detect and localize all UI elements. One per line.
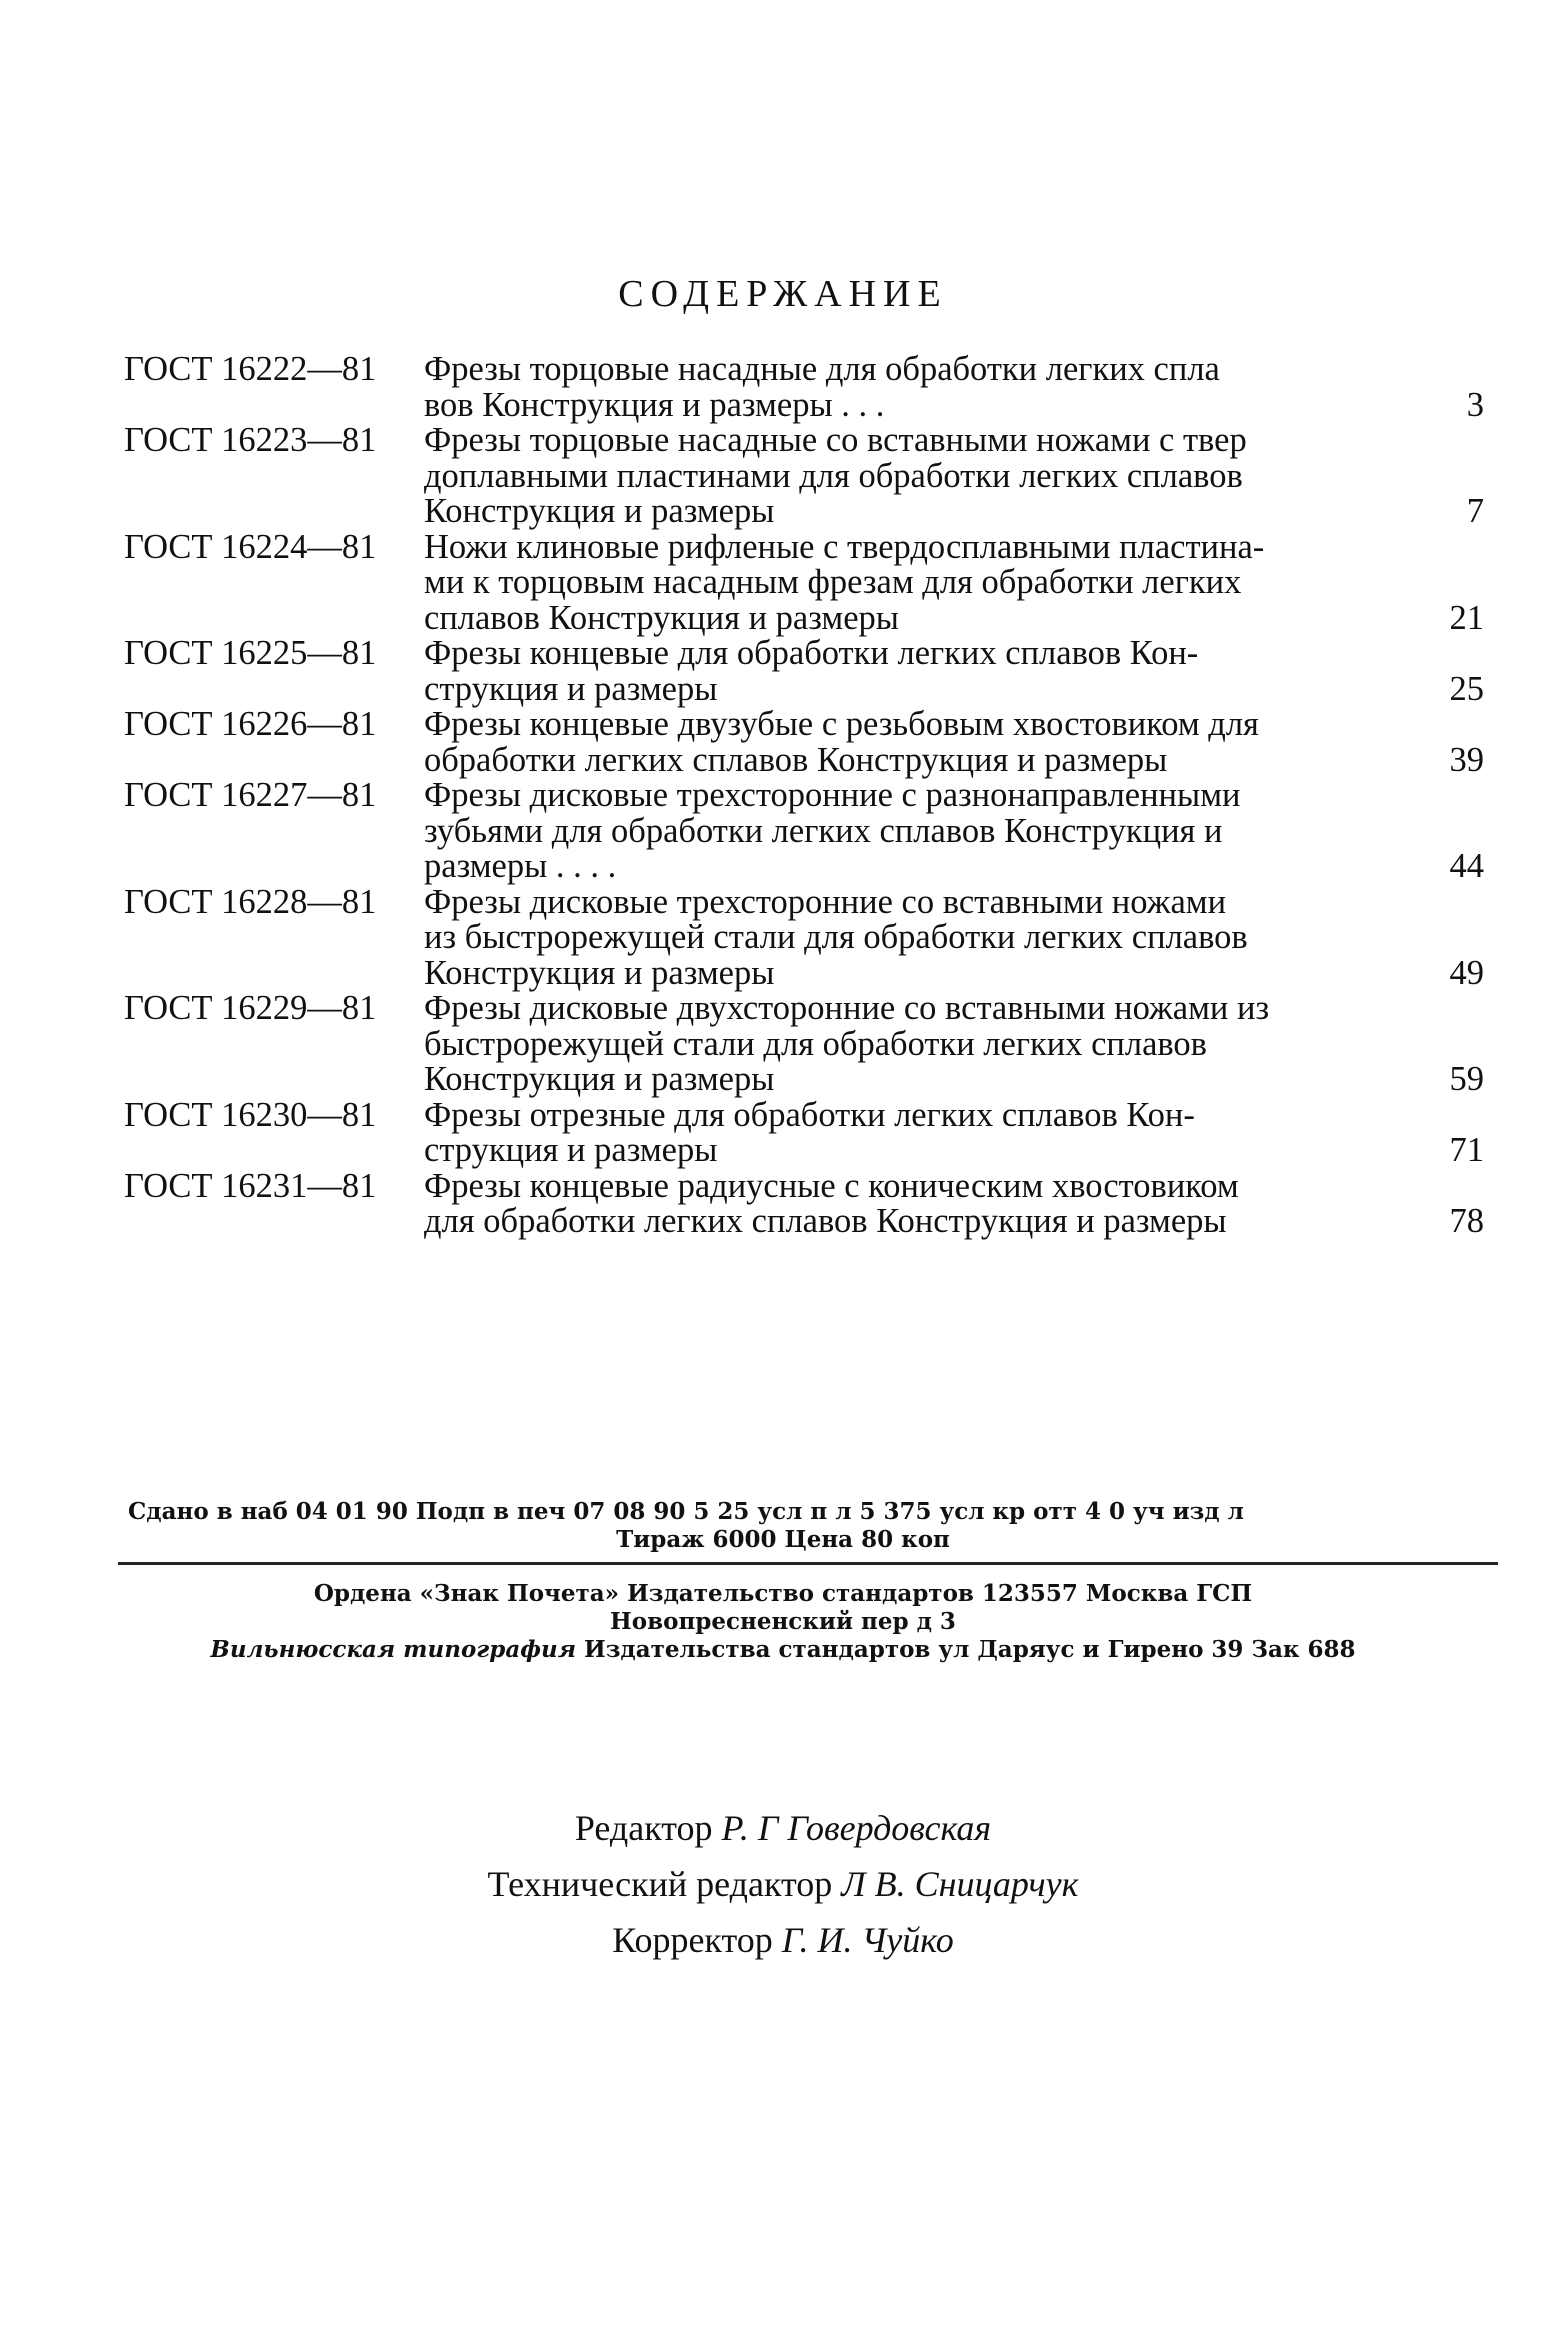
- toc-entry-code: ГОСТ 16222—81: [124, 350, 377, 388]
- toc-entry: [124, 707, 1484, 778]
- tech-editor-label: Технический редактор: [487, 1864, 833, 1904]
- toc-entry-title: Фрезы дисковые трехсторонние с разнонаправленными зубьями для обработки легких сплавов Конструкция и размеры . . . .: [424, 776, 1241, 885]
- toc-entry-page: 59: [1449, 1060, 1484, 1098]
- toc-entry: [124, 1166, 1484, 1240]
- toc-entry-page: 71: [1449, 1131, 1484, 1169]
- toc-entry-title: Ножи клиновые рифленые с твердосплавными пластина- ми к торцовым насадным фрезам для обработки легких сплавов Конструкция и размеры: [424, 527, 1265, 637]
- toc-entry: [124, 352, 1484, 423]
- toc-entry-code: ГОСТ 16231—81: [124, 1166, 377, 1205]
- toc-entry-title: Фрезы концевые для обработки легких сплавов Кон- струкция и размеры: [424, 634, 1199, 708]
- divider: [118, 1562, 1498, 1565]
- toc-entry-page: 25: [1449, 669, 1484, 708]
- imprint-line: Сдано в наб 04 01 90 Подп в печ 07 08 90 5 25 усл п л 5 375 усл кр отт 4 0 уч изд л: [128, 1498, 1244, 1525]
- toc-entry-code: ГОСТ 16226—81: [124, 705, 377, 743]
- credits-block: [0, 1800, 1566, 1968]
- printer-line: [0, 1636, 1566, 1664]
- printer-name: Вильнюсская типография: [210, 1636, 576, 1663]
- toc-entry: [124, 527, 1484, 637]
- proofreader-name: Г. И. Чуйко: [781, 1920, 954, 1960]
- toc-entry-code: ГОСТ 16228—81: [124, 882, 377, 921]
- toc-entry-title: Фрезы торцовые насадные со вставными ножами с твер доплавными пластинами для обработки легких сплавов Конструкция и размеры: [424, 421, 1247, 530]
- toc-entry: [124, 1095, 1484, 1169]
- toc-entry-page: 49: [1449, 953, 1484, 992]
- toc-entry-title: Фрезы дисковые трехсторонние со вставными ножами из быстрорежущей стали для обработки легких сплавов Конструкция и размеры: [424, 882, 1248, 992]
- toc-entry: [124, 778, 1484, 885]
- toc-entry: [124, 991, 1484, 1098]
- toc-entry-title: Фрезы концевые радиусные с коническим хвостовиком для обработки легких сплавов Конструкция и размеры: [424, 1166, 1239, 1240]
- publisher-address: Новопресненский пер д 3: [610, 1608, 956, 1635]
- toc-title: СОДЕРЖАНИЕ: [618, 273, 948, 315]
- tech-editor-line: [0, 1856, 1566, 1912]
- editor-name: Р. Г Говердовская: [721, 1808, 992, 1848]
- editor-line: [0, 1800, 1566, 1856]
- toc-entry-page: 39: [1449, 740, 1484, 779]
- toc-entry-page: 44: [1449, 847, 1484, 885]
- publisher-footer: [0, 1580, 1566, 1664]
- tech-editor-name: Л В. Сницарчук: [841, 1864, 1079, 1904]
- toc-entry: [124, 882, 1484, 992]
- toc-list: [124, 352, 1484, 1240]
- publisher-line: Ордена «Знак Почета» Издательство стандартов 123557 Москва ГСП: [313, 1580, 1253, 1607]
- toc-entry-code: ГОСТ 16223—81: [124, 421, 377, 459]
- toc-entry-code: ГОСТ 16225—81: [124, 634, 377, 672]
- toc-entry-title: Фрезы отрезные для обработки легких сплавов Кон- струкция и размеры: [424, 1095, 1195, 1169]
- toc-entry-title: Фрезы торцовые насадные для обработки легких спла вов Конструкция и размеры . . .: [424, 350, 1220, 424]
- toc-entry-page: 21: [1449, 598, 1484, 637]
- toc-entry-code: ГОСТ 16227—81: [124, 776, 377, 814]
- toc-entry-title: Фрезы концевые двузубые с резьбовым хвостовиком для обработки легких сплавов Конструкция и размеры: [424, 705, 1259, 779]
- toc-entry-code: ГОСТ 16230—81: [124, 1095, 377, 1134]
- printer-details: Издательства стандартов ул Даряус и Гирено 39 Зак 688: [584, 1636, 1356, 1663]
- toc-entry-page: 7: [1466, 492, 1484, 530]
- circulation-line: Тираж 6000 Цена 80 коп: [616, 1526, 950, 1553]
- editor-label: Редактор: [574, 1808, 713, 1848]
- toc-entry: [124, 423, 1484, 530]
- toc-entry-code: ГОСТ 16224—81: [124, 527, 377, 566]
- proofreader-label: Корректор: [612, 1920, 773, 1960]
- toc-entry-page: 3: [1466, 385, 1484, 424]
- proofreader-line: [0, 1912, 1566, 1968]
- toc-entry-code: ГОСТ 16229—81: [124, 989, 377, 1027]
- toc-entry-title: Фрезы дисковые двухсторонние со вставными ножами из быстрорежущей стали для обработки легких сплавов Конструкция и размеры: [424, 989, 1270, 1098]
- toc-entry: [124, 636, 1484, 707]
- toc-entry-page: 78: [1449, 1202, 1484, 1240]
